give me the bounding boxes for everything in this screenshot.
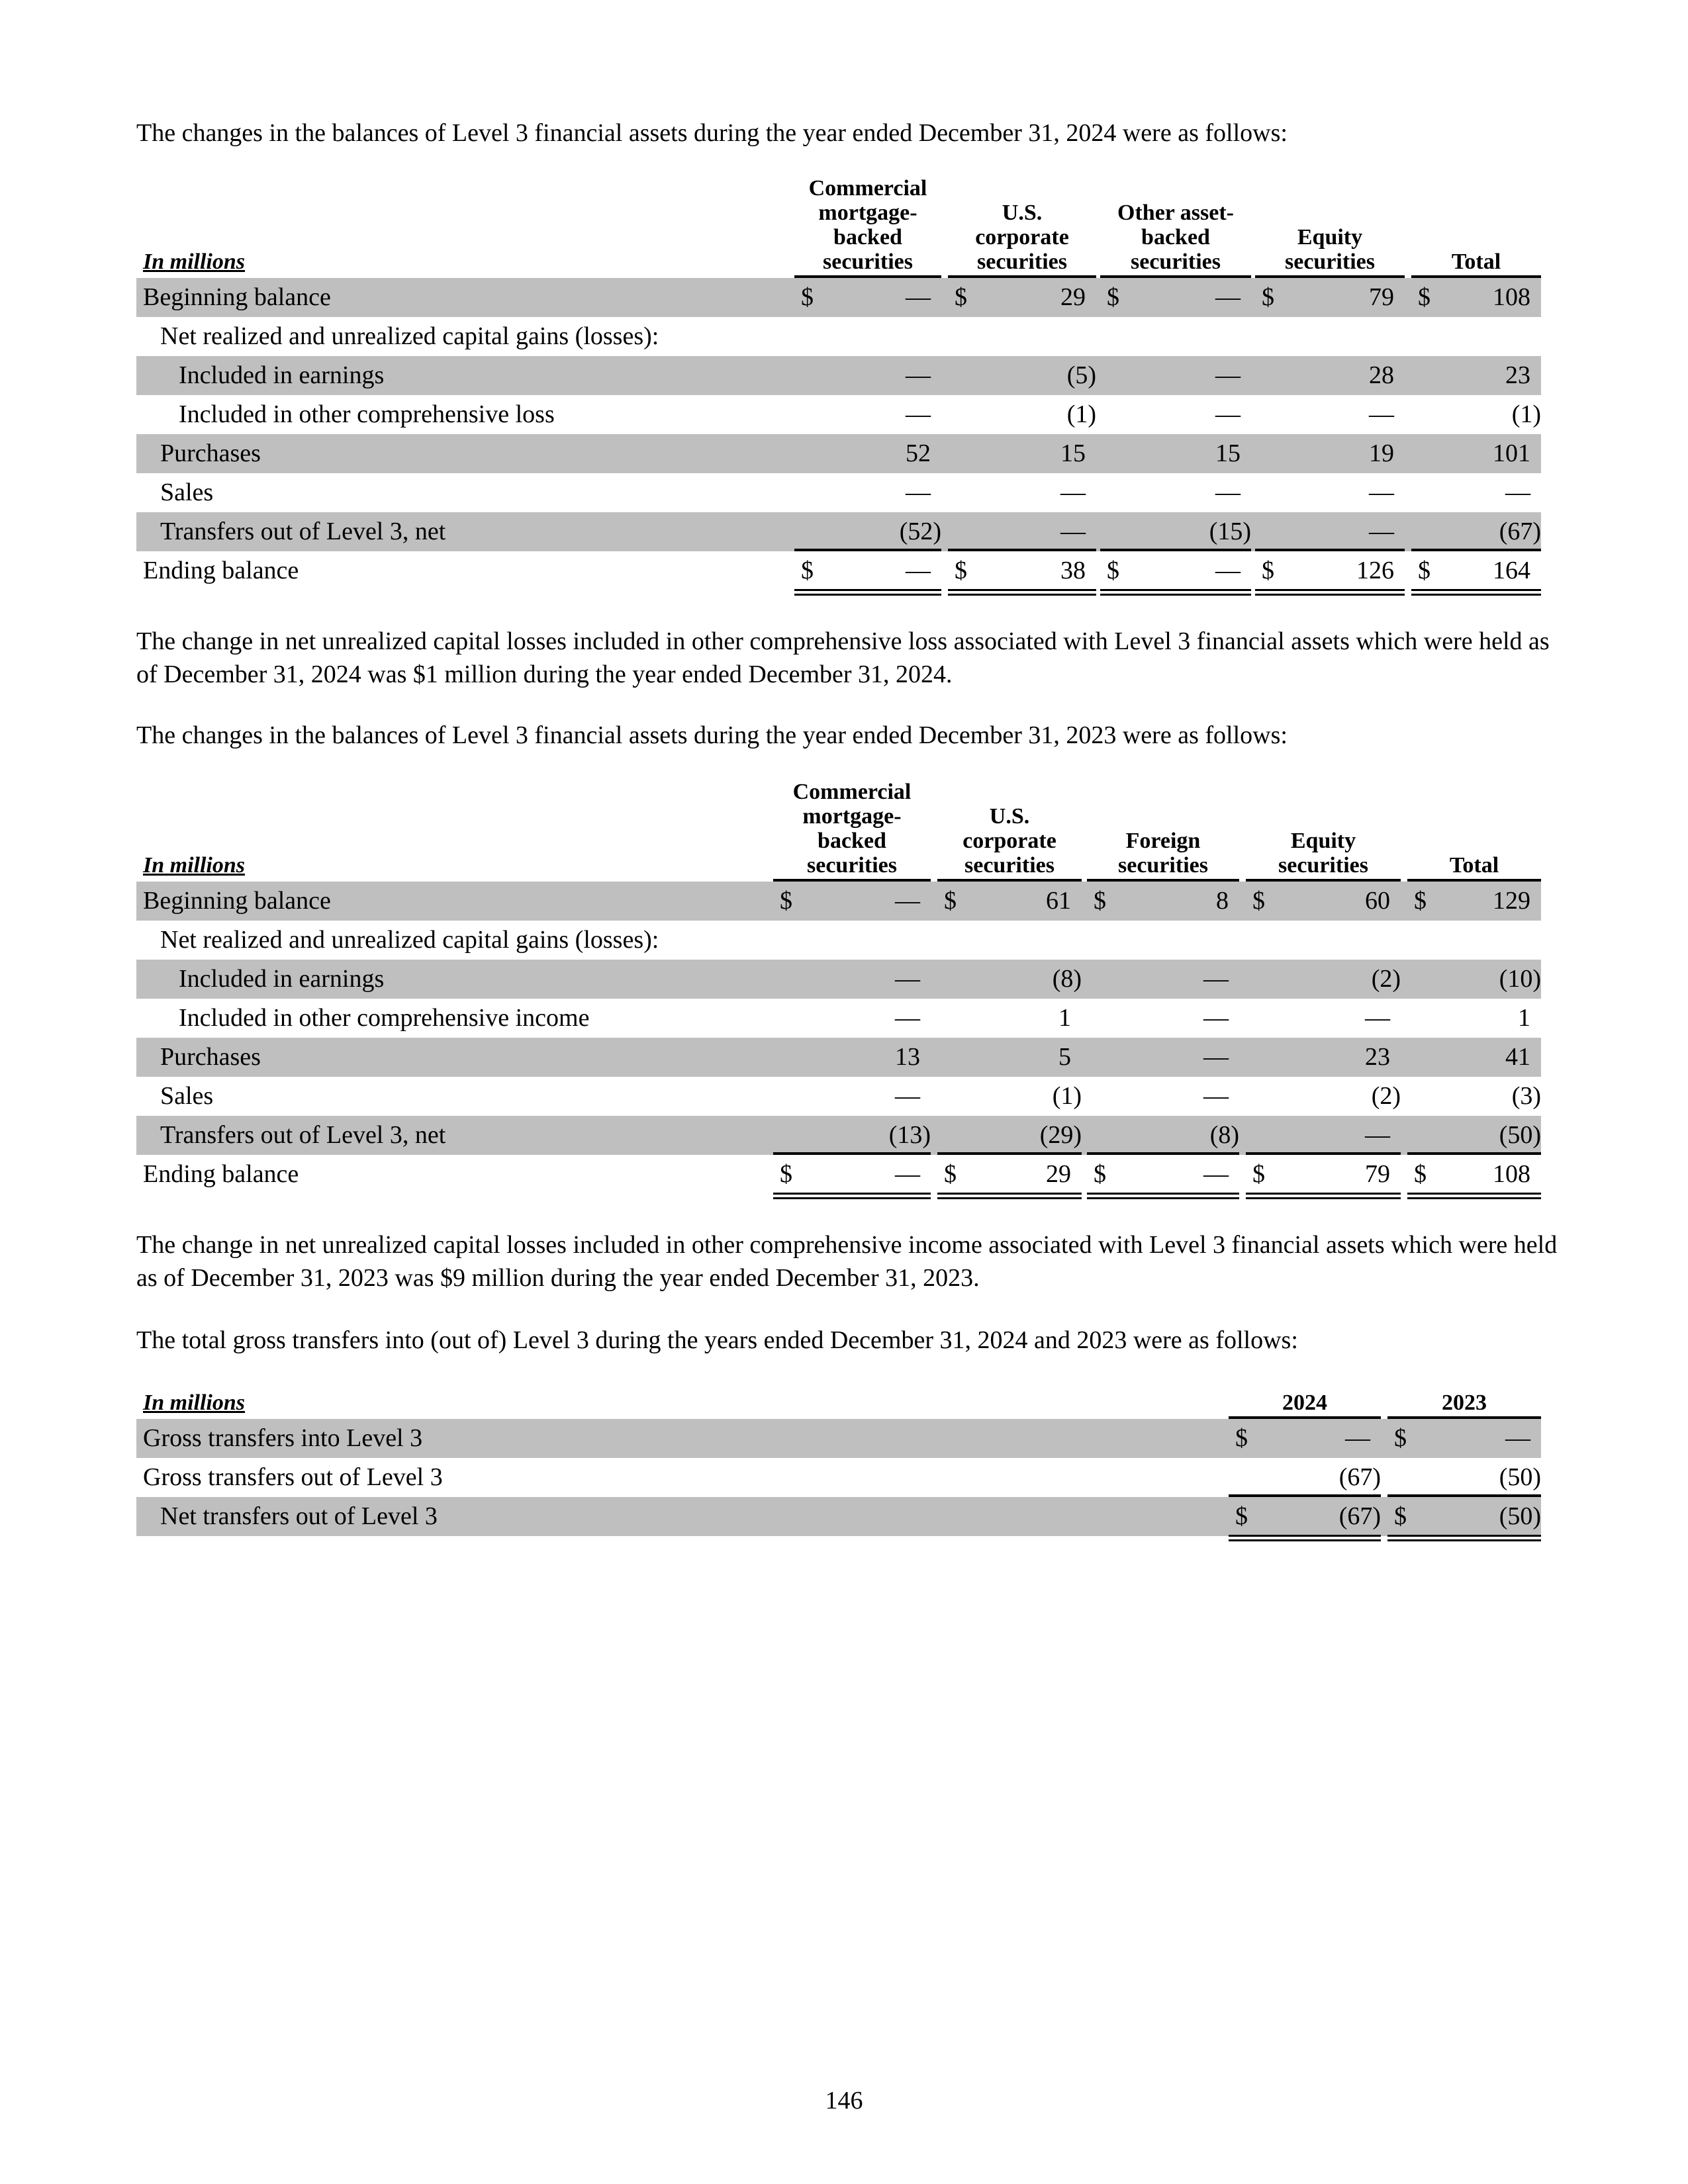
column-header [1411, 250, 1541, 274]
cell-value: — [1060, 518, 1086, 545]
row-label: Net realized and unrealized capital gains (losses): [160, 322, 659, 350]
column-header [794, 176, 941, 274]
cell-value: — [895, 965, 920, 993]
cell-value: 13 [895, 1043, 920, 1071]
column-header-line: mortgage- [818, 201, 917, 225]
cell-value: (50) [1499, 1502, 1541, 1530]
table-row [136, 1497, 1541, 1536]
row-label: Transfers out of Level 3, net [160, 1121, 446, 1149]
total-double-rule [794, 589, 941, 596]
cell-value: 23 [1505, 361, 1530, 389]
cell-value: 1 [1518, 1004, 1530, 1032]
row-label: Sales [160, 478, 214, 506]
cell-value: (8) [1209, 1121, 1239, 1149]
currency-symbol: $ [1262, 283, 1274, 311]
currency-symbol: $ [1418, 283, 1430, 311]
currency-symbol: $ [1414, 887, 1427, 915]
column-header-line: mortgage- [802, 804, 902, 829]
cell-value: — [1203, 1043, 1229, 1071]
currency-symbol: $ [1394, 1502, 1407, 1530]
column-header-line: U.S. [989, 804, 1030, 829]
row-label: Included in earnings [179, 361, 385, 389]
cell-value: (50) [1499, 1121, 1541, 1149]
column-header-line: securities [977, 250, 1067, 274]
total-double-rule [1087, 1193, 1239, 1199]
cell-value: (52) [899, 518, 941, 545]
currency-symbol: $ [1252, 1160, 1265, 1188]
column-header-line: corporate [975, 225, 1069, 250]
table-row [136, 395, 1541, 434]
row-label: Purchases [160, 439, 261, 467]
row-label: Beginning balance [143, 887, 331, 915]
row-label: Sales [160, 1082, 214, 1110]
row-label: Gross transfers into Level 3 [143, 1424, 423, 1452]
cell-value: 38 [1060, 557, 1086, 584]
cell-value: 79 [1369, 283, 1394, 311]
currency-symbol: $ [1262, 557, 1274, 584]
cell-value: 28 [1369, 361, 1394, 389]
cell-value: 29 [1046, 1160, 1071, 1188]
total-double-rule [1411, 589, 1541, 596]
currency-symbol: $ [944, 1160, 957, 1188]
table-row [136, 1155, 1541, 1194]
currency-symbol: $ [955, 557, 967, 584]
cell-value: 129 [1493, 887, 1530, 915]
column-header [1100, 201, 1251, 274]
currency-symbol: $ [1418, 557, 1430, 584]
cell-value: 29 [1060, 283, 1086, 311]
cell-value: 41 [1505, 1043, 1530, 1071]
cell-value: — [895, 1082, 920, 1110]
currency-symbol: $ [780, 1160, 792, 1188]
cell-value: — [1345, 1424, 1370, 1452]
cell-value: (50) [1499, 1463, 1541, 1491]
cell-value: (2) [1371, 965, 1401, 993]
cell-value: — [906, 557, 931, 584]
column-header [1229, 1390, 1381, 1415]
cell-value: 15 [1060, 439, 1086, 467]
total-double-rule [1407, 1193, 1541, 1199]
currency-symbol: $ [1094, 1160, 1106, 1188]
table-row [136, 512, 1541, 551]
table-row [136, 1038, 1541, 1077]
column-header-line: securities [807, 853, 897, 878]
column-header [1246, 829, 1401, 878]
currency-symbol: $ [801, 283, 814, 311]
table-row [136, 1419, 1541, 1458]
cell-value: (5) [1066, 361, 1096, 389]
cell-value: 164 [1493, 557, 1530, 584]
cell-value: 8 [1216, 887, 1229, 915]
table-header [136, 167, 1541, 278]
row-label: Included in other comprehensive loss [179, 400, 555, 428]
table-header [136, 770, 1541, 882]
table-row [136, 473, 1541, 512]
cell-value: 19 [1369, 439, 1394, 467]
currency-symbol: $ [801, 557, 814, 584]
total-double-rule [1100, 589, 1251, 596]
currency-symbol: $ [780, 887, 792, 915]
cell-value: 101 [1493, 439, 1530, 467]
total-double-rule [1246, 1193, 1401, 1199]
table-row [136, 434, 1541, 473]
gross-transfers-table [136, 1385, 1541, 1536]
table-row [136, 1458, 1541, 1497]
cell-value: (15) [1209, 518, 1251, 545]
cell-value: — [1365, 1121, 1390, 1149]
page-number: 146 [825, 2087, 863, 2115]
column-header-line: securities [1285, 250, 1375, 274]
intro-paragraph-2024: The changes in the balances of Level 3 financial assets during the year ended December 31, 2024 were as follows: [136, 119, 1288, 147]
column-header-line: 2023 [1442, 1390, 1487, 1415]
currency-symbol: $ [955, 283, 967, 311]
row-label: Transfers out of Level 3, net [160, 518, 446, 545]
cell-value: (8) [1052, 965, 1082, 993]
cell-value: — [1203, 1160, 1229, 1188]
intro-paragraph-2023: The changes in the balances of Level 3 financial assets during the year ended December 31, 2023 were as follows: [136, 721, 1288, 749]
row-label: Included in other comprehensive income [179, 1004, 590, 1032]
total-double-rule [937, 1193, 1082, 1199]
table-header [136, 1385, 1541, 1419]
cell-value: (1) [1066, 400, 1096, 428]
cell-value: — [1215, 283, 1241, 311]
row-label: Beginning balance [143, 283, 331, 311]
column-header [773, 780, 931, 878]
row-label: Ending balance [143, 557, 299, 584]
column-header-line: backed [1141, 225, 1210, 250]
cell-value: 79 [1365, 1160, 1390, 1188]
cell-value: — [1215, 557, 1241, 584]
cell-value: 23 [1365, 1043, 1390, 1071]
currency-symbol: $ [1414, 1160, 1427, 1188]
cell-value: 108 [1493, 1160, 1530, 1188]
table-row [136, 317, 1541, 356]
cell-value: — [1203, 965, 1229, 993]
cell-value: (3) [1511, 1082, 1541, 1110]
currency-symbol: $ [1235, 1424, 1248, 1452]
cell-value: 52 [906, 439, 931, 467]
column-header-line: Total [1449, 853, 1499, 878]
cell-value: (1) [1052, 1082, 1082, 1110]
cell-value: — [1365, 1004, 1390, 1032]
cell-value: (67) [1338, 1502, 1381, 1530]
units-label: In millions [143, 250, 246, 274]
cell-value: — [906, 400, 931, 428]
cell-value: (1) [1511, 400, 1541, 428]
note-paragraph-2024: The change in net unrealized capital losses included in other comprehensive loss associated with Level 3 financial assets which were held as of December 31, 2024 was $1 million during the year ended December 31, 2024. [136, 627, 1550, 688]
cell-value: 60 [1365, 887, 1390, 915]
row-label: Purchases [160, 1043, 261, 1071]
table-row [136, 999, 1541, 1038]
currency-symbol: $ [1235, 1502, 1248, 1530]
cell-value: — [1215, 400, 1241, 428]
column-header-line: Commercial [792, 780, 912, 804]
column-header-line: 2024 [1282, 1390, 1327, 1415]
cell-value: 15 [1215, 439, 1241, 467]
cell-value: — [1505, 478, 1530, 506]
cell-value: — [1215, 478, 1241, 506]
cell-value: — [895, 1160, 920, 1188]
column-header-line: Total [1451, 250, 1501, 274]
row-label: Included in earnings [179, 965, 385, 993]
table-row [136, 278, 1541, 317]
column-header-line: Equity [1290, 829, 1356, 853]
row-label: Net realized and unrealized capital gains (losses): [160, 926, 659, 954]
total-double-rule [1255, 589, 1405, 596]
column-header-line: Commercial [808, 176, 927, 201]
row-label: Net transfers out of Level 3 [160, 1502, 438, 1530]
column-header-line: securities [1278, 853, 1368, 878]
cell-value: — [1215, 361, 1241, 389]
total-double-rule [1387, 1535, 1541, 1541]
row-label: Ending balance [143, 1160, 299, 1188]
cell-value: — [1369, 518, 1394, 545]
units-label: In millions [143, 853, 246, 878]
intro-paragraph-transfers: The total gross transfers into (out of) Level 3 during the years ended December 31, 2024 and 2023 were as follows: [136, 1326, 1298, 1354]
row-label: Gross transfers out of Level 3 [143, 1463, 443, 1491]
note-paragraph-2023: The change in net unrealized capital losses included in other comprehensive income associated with Level 3 financial assets which were held as of December 31, 2023 was $9 million during the year ended December 31, 2023. [136, 1231, 1558, 1292]
column-header-line: Foreign [1125, 829, 1201, 853]
units-label: In millions [143, 1390, 246, 1415]
column-header-line: U.S. [1002, 201, 1043, 225]
column-header [948, 201, 1096, 274]
currency-symbol: $ [1107, 557, 1119, 584]
cell-value: 126 [1356, 557, 1394, 584]
level3-changes-table-2023 [136, 770, 1541, 1194]
cell-value: — [895, 887, 920, 915]
column-header-line: Equity [1297, 225, 1363, 250]
cell-value: — [1060, 478, 1086, 506]
column-header [937, 804, 1082, 878]
column-header [1407, 853, 1541, 878]
currency-symbol: $ [1094, 887, 1106, 915]
cell-value: — [906, 361, 931, 389]
column-header-line: Other asset- [1117, 201, 1234, 225]
table-row [136, 882, 1541, 921]
column-header [1255, 225, 1405, 274]
level3-changes-table-2024 [136, 167, 1541, 590]
column-header-line: backed [818, 829, 886, 853]
total-double-rule [1229, 1535, 1381, 1541]
column-header-line: backed [833, 225, 902, 250]
column-header [1087, 829, 1239, 878]
cell-value: — [1369, 478, 1394, 506]
cell-value: — [1369, 400, 1394, 428]
column-header-line: corporate [962, 829, 1056, 853]
table-row [136, 921, 1541, 960]
cell-value: (67) [1499, 518, 1541, 545]
cell-value: 1 [1058, 1004, 1071, 1032]
total-double-rule [948, 589, 1096, 596]
cell-value: — [906, 283, 931, 311]
cell-value: (67) [1338, 1463, 1381, 1491]
currency-symbol: $ [1252, 887, 1265, 915]
cell-value: — [906, 478, 931, 506]
column-header-line: securities [964, 853, 1055, 878]
table-row [136, 551, 1541, 590]
cell-value: — [895, 1004, 920, 1032]
table-row [136, 1077, 1541, 1116]
currency-symbol: $ [1394, 1424, 1407, 1452]
cell-value: (10) [1499, 965, 1541, 993]
total-double-rule [773, 1193, 931, 1199]
currency-symbol: $ [1107, 283, 1119, 311]
cell-value: 108 [1493, 283, 1530, 311]
cell-value: (2) [1371, 1082, 1401, 1110]
table-row [136, 356, 1541, 395]
column-header-line: securities [1131, 250, 1221, 274]
currency-symbol: $ [944, 887, 957, 915]
cell-value: (29) [1039, 1121, 1082, 1149]
column-header-line: securities [823, 250, 913, 274]
cell-value: — [1505, 1424, 1530, 1452]
cell-value: — [1203, 1004, 1229, 1032]
table-row [136, 1116, 1541, 1155]
cell-value: — [1203, 1082, 1229, 1110]
cell-value: 61 [1046, 887, 1071, 915]
column-header-line: securities [1118, 853, 1208, 878]
table-row [136, 960, 1541, 999]
column-header [1387, 1390, 1541, 1415]
cell-value: 5 [1058, 1043, 1071, 1071]
cell-value: (13) [888, 1121, 931, 1149]
